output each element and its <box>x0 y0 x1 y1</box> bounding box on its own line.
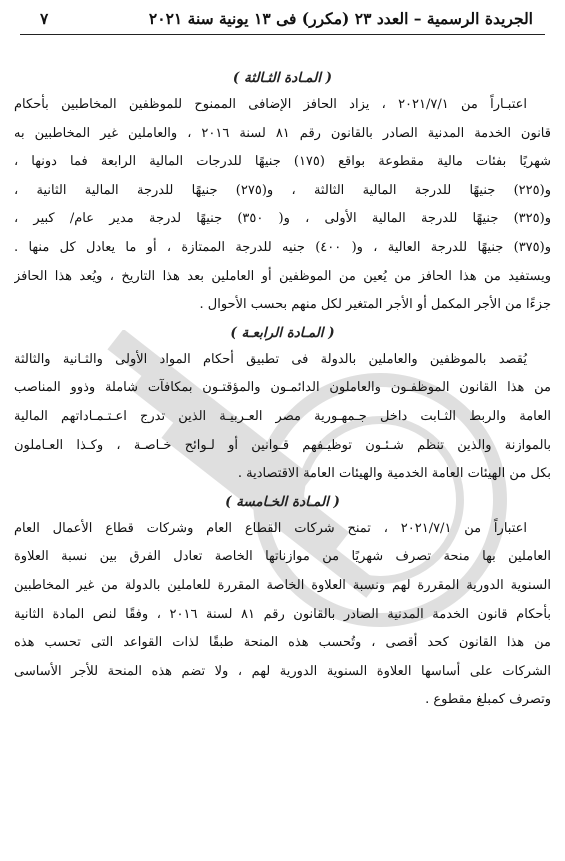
header-divider <box>20 34 545 35</box>
page-header <box>14 6 551 32</box>
page-number: ٧ <box>40 9 49 28</box>
body-line: جزءًا من الأجر المكمل أو الأجر المتغير لكل منهم بحسب الأحوال . <box>199 297 551 313</box>
body-line: قانون الخدمة المدنية الصادر بالقانون رقم ٨١ لسنة ٢٠١٦ ، والعاملين غير المخاطبين به <box>14 125 551 141</box>
body-line: الشركات على أساسها العلاوة السنوية الدورية لهم ، ولا تضم هذه المنحة للأجر الأساسى <box>14 663 551 679</box>
body-line: اعتباراً من ٢٠٢١/٧/١ ، تمنح شركات القطاع العام وشركات قطاع الأعمال العام <box>14 520 527 536</box>
body-line: بأحكام قانون الخدمة المدنية الصادر بالقانون رقم ٨١ لسنة ٢٠١٦ ، وفقًا لنص المادة الثانية <box>14 606 551 622</box>
article-3-title: ( المـادة الثـالثة ) <box>232 70 333 86</box>
body-line: بكل من الهيئات العامة الخدمية والهيئات العامة الاقتصادية . <box>237 466 551 482</box>
body-line: يُقصد بالموظفين والعاملين بالدولة فى تطبيق أحكام المواد الأولى والثـانية والثالثة <box>14 351 527 367</box>
article-3-body <box>14 91 551 320</box>
body-line: من هذا القانون الموظفـون والعاملون الدائمـون والمؤقتـون بمكافآت شاملة وذوو المناصب <box>14 380 551 396</box>
body-line: و(٣٧٥) جنيهًا للدرجة العالية ، و( ٤٠٠) جنيه للدرجة الممتازة ، أو ما يعادل كل منها . <box>14 239 551 255</box>
publication-info: الجريدة الرسمية – العدد ٢٣ (مكرر) فى ١٣ يونية سنة ٢٠٢١ <box>148 9 533 28</box>
article-5-title: ( المـادة الخـامسة ) <box>225 493 340 510</box>
body-line: وتصرف كمبلغ مقطوع . <box>425 692 551 708</box>
body-line: و(٢٢٥) جنيهًا للدرجة المالية الثالثة ، و(٢٧٥) جنيهًا للدرجة المالية الثانية ، <box>14 182 551 198</box>
body-line: و(٣٢٥) جنيهًا للدرجة المالية الأولى ، و( ٣٥٠) جنيهًا لدرجة مدير عام/ كبير ، <box>14 211 551 227</box>
body-line: ويستفيد من هذا الحافز من يُعين من الموظفين أو العاملين بعد هذا التاريخ ، ويُعد هذا الحافز <box>14 268 551 284</box>
body-line: السنوية الدورية المقررة لهم ونسبة العلاوة الخاصة المقررة للعاملين بالدولة من غير المخاطبين <box>14 577 551 593</box>
body-line: اعتبـاراً من ٢٠٢١/٧/١ ، يزاد الحافز الإضافى الممنوح للموظفين المخاطبين بأحكام <box>14 97 527 112</box>
article-5-body <box>14 515 551 715</box>
article-4-body <box>14 346 551 489</box>
body-line: العاملين بها منحة تصرف شهريًا من موازناتها الخاصة تعادل الفرق بين نسبة العلاوة <box>14 549 551 565</box>
body-line: شهريًا بفئات مالية مقطوعة بواقع (١٧٥) جنيهًا للدرجات المالية الرابعة فما دونها ، <box>14 154 551 170</box>
body-line: العامة والربط الثـابت داخل جـمهـورية مصر العـربيـة الذين تدرج اعـتـمـاداتهم المالية <box>14 408 551 424</box>
body-line: من هذا القانون كحد أقصى ، وتُحسب هذه المنحة طبقًا لذات القواعد التى تحسب هذه <box>14 635 551 651</box>
article-4-title: ( المـادة الرابعـة ) <box>230 324 335 341</box>
body-line: بالموازنة والذين تنظم شـئـون توظيـفهم قـوانين أو لـوائح خـاصـة ، وكـذا العـاملون <box>14 437 551 453</box>
